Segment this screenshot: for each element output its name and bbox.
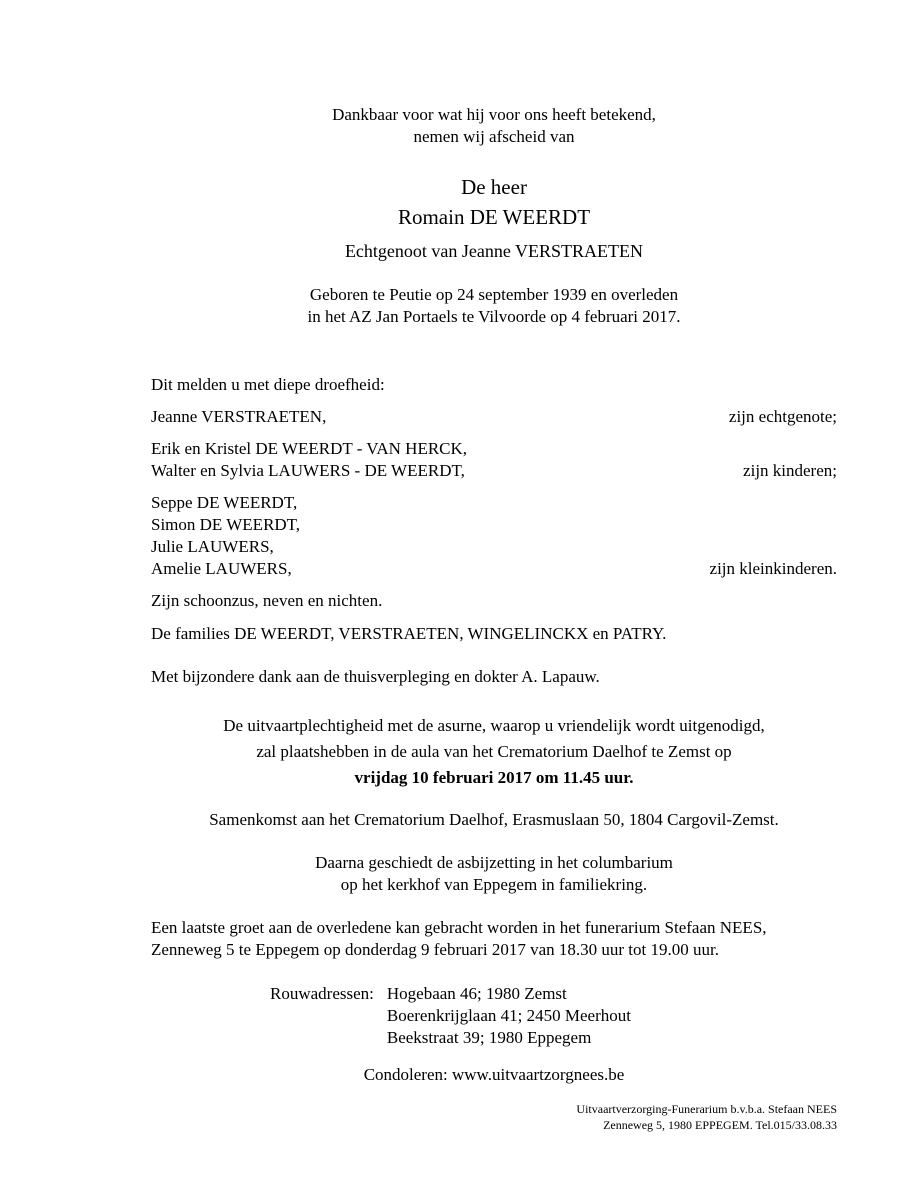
- born-died-line-1: Geboren te Peutie op 24 september 1939 en overleden: [309, 285, 679, 304]
- intro-block: [151, 104, 837, 148]
- grandchild-line: Simon DE WEERDT,: [151, 515, 301, 534]
- deceased-block: [151, 172, 837, 264]
- ceremony-line-1: De uitvaartplechtigheid met de asurne, waarop u vriendelijk wordt uitgenodigd,: [223, 716, 765, 735]
- born-died-block: [151, 284, 837, 328]
- spouse-row: [151, 406, 837, 428]
- announcement-intro: Dit melden u met diepe droefheid:: [151, 375, 385, 394]
- footer-line-2: Zenneweg 5, 1980 EPPEGEM. Tel.015/33.08.33: [603, 1118, 837, 1132]
- mourning-addresses-block: [270, 983, 837, 1049]
- grandchildren-last-row: [151, 558, 837, 580]
- deceased-spouse-line: Echtgenoot van Jeanne VERSTRAETEN: [344, 241, 644, 261]
- child-line: Erik en Kristel DE WEERDT - VAN HERCK,: [151, 439, 468, 458]
- funerarium-line-1: Een laatste groet aan de overledene kan gebracht worden in het funerarium Stefaan NEES,: [151, 918, 767, 937]
- meeting-line: Samenkomst aan het Crematorium Daelhof, Erasmuslaan 50, 1804 Cargovil-Zemst.: [209, 810, 779, 829]
- columbarium-block: [151, 852, 837, 896]
- grandchild-line: Seppe DE WEERDT,: [151, 493, 298, 512]
- mourning-address: Beekstraat 39; 1980 Eppegem: [386, 1028, 592, 1047]
- children-last-row: [151, 460, 837, 482]
- deceased-name: Romain DE WEERDT: [397, 205, 591, 229]
- mourning-addresses-label: Rouwadressen:: [270, 984, 374, 1003]
- other-relatives-line: Zijn schoonzus, neven en nichten.: [151, 591, 383, 610]
- columbarium-line-1: Daarna geschiedt de asbijzetting in het columbarium: [315, 853, 673, 872]
- grandchildren-group: [151, 492, 837, 580]
- ceremony-block: [151, 713, 837, 791]
- children-relation: zijn kinderen;: [743, 461, 837, 480]
- funerarium-line-2: Zenneweg 5 te Eppegem op donderdag 9 februari 2017 van 18.30 uur tot 19.00 uur.: [151, 940, 719, 959]
- spouse-name: Jeanne VERSTRAETEN,: [151, 407, 327, 426]
- mourning-addresses-list: [387, 983, 631, 1049]
- child-line: Walter en Sylvia LAUWERS - DE WEERDT,: [151, 461, 465, 480]
- grandchild-line: Amelie LAUWERS,: [151, 559, 292, 578]
- columbarium-line-2: op het kerkhof van Eppegem in familiekring.: [340, 875, 648, 894]
- ceremony-datetime: vrijdag 10 februari 2017 om 11.45 uur.: [354, 768, 634, 787]
- grandchild-line: Julie LAUWERS,: [151, 537, 274, 556]
- families-line: De families DE WEERDT, VERSTRAETEN, WINGELINCKX en PATRY.: [151, 624, 667, 643]
- intro-line-1: Dankbaar voor wat hij voor ons heeft betekend,: [332, 105, 656, 124]
- footer-line-1: Uitvaartverzorging-Funerarium b.v.b.a. Stefaan NEES: [576, 1102, 837, 1116]
- born-died-line-2: in het AZ Jan Portaels te Vilvoorde op 4 februari 2017.: [307, 307, 681, 326]
- mourning-address: Hogebaan 46; 1980 Zemst: [386, 984, 567, 1003]
- spouse-relation: zijn echtgenote;: [728, 407, 837, 426]
- funeral-home-footer: [576, 1101, 837, 1133]
- thanks-line: Met bijzondere dank aan de thuisverpleging en dokter A. Lapauw.: [151, 667, 600, 686]
- ceremony-line-2: zal plaatshebben in de aula van het Crematorium Daelhof te Zemst op: [256, 742, 732, 761]
- deceased-salutation: De heer: [461, 175, 527, 199]
- condolences-line: Condoleren: www.uitvaartzorgnees.be: [363, 1065, 625, 1084]
- grandchildren-relation: zijn kleinkinderen.: [709, 559, 837, 578]
- mourning-address: Boerenkrijglaan 41; 2450 Meerhout: [386, 1006, 631, 1025]
- funerarium-block: [151, 917, 837, 961]
- children-group: [151, 438, 837, 482]
- intro-line-2: nemen wij afscheid van: [413, 127, 575, 146]
